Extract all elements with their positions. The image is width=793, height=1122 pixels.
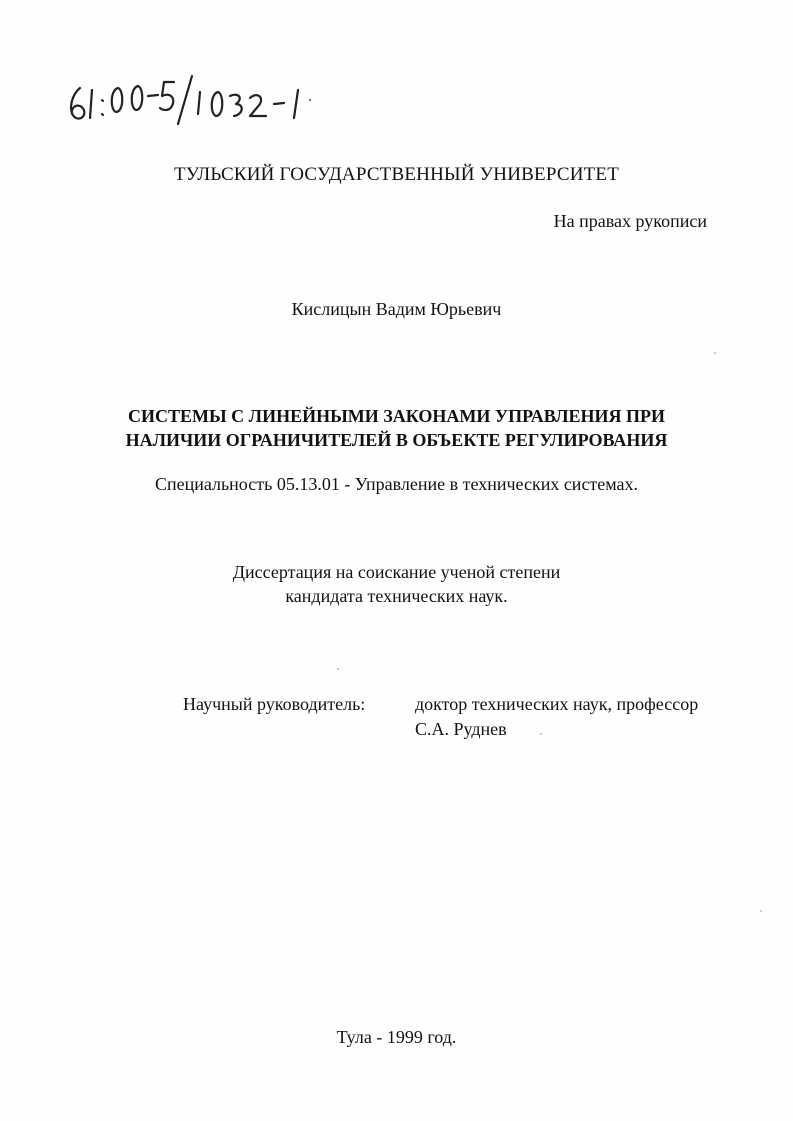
title-line-1: СИСТЕМЫ С ЛИНЕЙНЫМИ ЗАКОНАМИ УПРАВЛЕНИЯ ПРИ bbox=[128, 406, 665, 426]
city-year-footer: Тула - 1999 год. bbox=[336, 1027, 457, 1047]
specialty: Специальность 05.13.01 - Управление в технических системах. bbox=[154, 474, 639, 494]
scan-speck bbox=[714, 352, 716, 354]
university-name: ТУЛЬСКИЙ ГОСУДАРСТВЕННЫЙ УНИВЕРСИТЕТ bbox=[173, 164, 620, 185]
author-name: Кислицын Вадим Юрьевич bbox=[291, 299, 502, 319]
scan-speck bbox=[760, 910, 762, 912]
supervisor-label: Научный руководитель: bbox=[183, 694, 366, 714]
supervisor-title: доктор технических наук, профессор bbox=[415, 694, 699, 714]
dissertation-degree-line-1: Диссертация на соискание ученой степени bbox=[232, 562, 561, 582]
title-line-2: НАЛИЧИИ ОГРАНИЧИТЕЛЕЙ В ОБЪЕКТЕ РЕГУЛИРОВАНИЯ bbox=[125, 430, 668, 450]
dissertation-title bbox=[0, 404, 793, 452]
supervisor-name: С.А. Руднев bbox=[415, 719, 507, 739]
dissertation-degree-line-2: кандидата технических наук. bbox=[285, 586, 508, 606]
rights-note: На правах рукописи bbox=[553, 211, 707, 231]
scan-speck bbox=[337, 668, 339, 670]
scan-speck bbox=[540, 733, 542, 735]
handwritten-archive-mark bbox=[58, 66, 318, 136]
